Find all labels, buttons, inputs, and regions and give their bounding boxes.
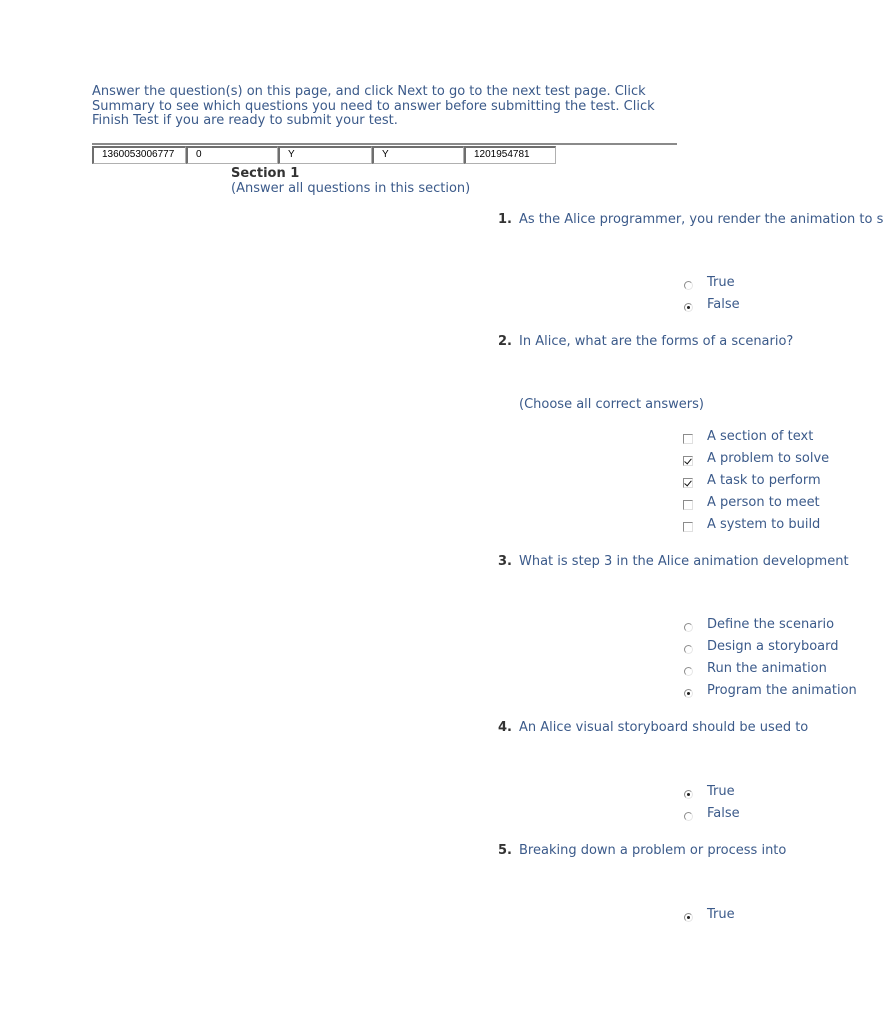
answer-radio[interactable] [684,623,693,632]
answer-label[interactable]: A person to meet [707,495,820,510]
question-number: 1. [498,212,512,227]
answer-label[interactable]: Program the animation [707,683,857,698]
hidden-field-3: Y [278,146,372,164]
answer-radio[interactable] [684,645,693,654]
hidden-field-2: 0 [186,146,278,164]
question-number: 3. [498,554,512,569]
answer-label[interactable]: Design a storyboard [707,639,839,654]
answer-label[interactable]: Define the scenario [707,617,835,632]
answer-label[interactable]: A problem to solve [707,451,830,466]
question-text: As the Alice programmer, you render the animation to s [519,212,883,227]
answer-label[interactable]: False [707,297,740,312]
answer-checkbox[interactable] [683,500,693,510]
question-text: What is step 3 in the Alice animation development [519,554,849,569]
answer-label[interactable]: True [707,275,735,290]
answer-radio[interactable] [684,913,693,922]
answer-label[interactable]: A section of text [707,429,814,444]
question-text: An Alice visual storyboard should be used to [519,720,809,735]
test-instructions: Answer the question(s) on this page, and click Next to go to the next test page. Click Summary to see which questions you need to answer before submitting the test. Click Finish Test if you are ready to submit your test. [92,84,655,128]
answer-checkbox[interactable] [683,478,693,488]
answer-checkbox[interactable] [683,434,693,444]
section-title: Section 1 [231,166,300,181]
answer-radio[interactable] [684,790,693,799]
answer-radio[interactable] [684,812,693,821]
answer-label[interactable]: True [707,784,735,799]
answer-label[interactable]: True [707,907,735,922]
answer-radio[interactable] [684,689,693,698]
hidden-field-5: 1201954781 [464,146,556,164]
answer-checkbox[interactable] [683,456,693,466]
question-number: 4. [498,720,512,735]
question-number: 5. [498,843,512,858]
hidden-field-4: Y [372,146,464,164]
question-text: In Alice, what are the forms of a scenario? [519,334,794,349]
answer-label[interactable]: False [707,806,740,821]
answer-label[interactable]: A task to perform [707,473,821,488]
answer-radio[interactable] [684,281,693,290]
answer-label[interactable]: Run the animation [707,661,827,676]
question-number: 2. [498,334,512,349]
answer-label[interactable]: A system to build [707,517,821,532]
answer-radio[interactable] [684,303,693,312]
section-subtitle: (Answer all questions in this section) [231,181,471,196]
question-text: Breaking down a problem or process into [519,843,787,858]
answer-checkbox[interactable] [683,522,693,532]
question-hint: (Choose all correct answers) [519,397,704,412]
header-divider [92,143,677,145]
hidden-field-1: 1360053006777 [92,146,186,164]
answer-radio[interactable] [684,667,693,676]
